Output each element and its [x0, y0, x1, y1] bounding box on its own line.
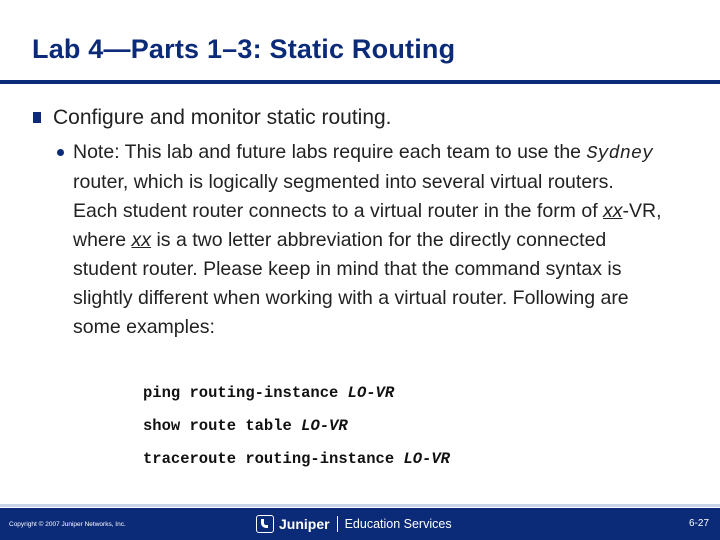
- title-divider: [0, 80, 720, 84]
- round-bullet-icon: [57, 149, 64, 156]
- brand-name: Juniper: [279, 516, 330, 532]
- note-text-2: router, which is logically segmented into several virtual routers. Each student router connects to a virtual router in the form of: [73, 171, 614, 222]
- bullet-text: Configure and monitor static routing.: [53, 106, 392, 129]
- brand-separator: [337, 516, 338, 532]
- variable-xx: xx: [131, 229, 152, 251]
- juniper-logo-icon: [256, 515, 274, 533]
- square-bullet-icon: [33, 112, 41, 123]
- command-example: [143, 450, 663, 468]
- bullet-level2-note: [57, 138, 663, 342]
- page-number: 6-27: [688, 518, 709, 529]
- command-text: show route table: [143, 417, 302, 435]
- slide-title: Lab 4—Parts 1–3: Static Routing: [32, 34, 456, 64]
- brand-subtitle: Education Services: [344, 517, 452, 531]
- copyright-text: Copyright © 2007 Juniper Networks, Inc.: [9, 521, 126, 528]
- command-arg: LO-VR: [403, 450, 450, 468]
- slide-content: [33, 104, 693, 342]
- brand-logo: [256, 512, 452, 536]
- command-arg: LO-VR: [347, 384, 395, 402]
- footer-accent-line: [0, 504, 720, 507]
- router-name: Sydney: [586, 143, 654, 164]
- command-text: ping routing-instance: [143, 384, 348, 402]
- note-text-1: Note: This lab and future labs require each team to use the: [73, 141, 587, 163]
- variable-xx: xx: [603, 200, 623, 222]
- note-text-3: -VR, where: [73, 200, 662, 251]
- note-text-4: is a two letter abbreviation for the directly connected student router. Please keep in mind that the command syntax is slightly different when working with a virtual router. Following are some examples:: [73, 229, 629, 338]
- command-text: traceroute routing-instance: [143, 450, 404, 468]
- command-arg: LO-VR: [301, 417, 348, 435]
- bullet-level1: [33, 104, 693, 132]
- command-example: [143, 384, 663, 402]
- command-example: [143, 417, 663, 435]
